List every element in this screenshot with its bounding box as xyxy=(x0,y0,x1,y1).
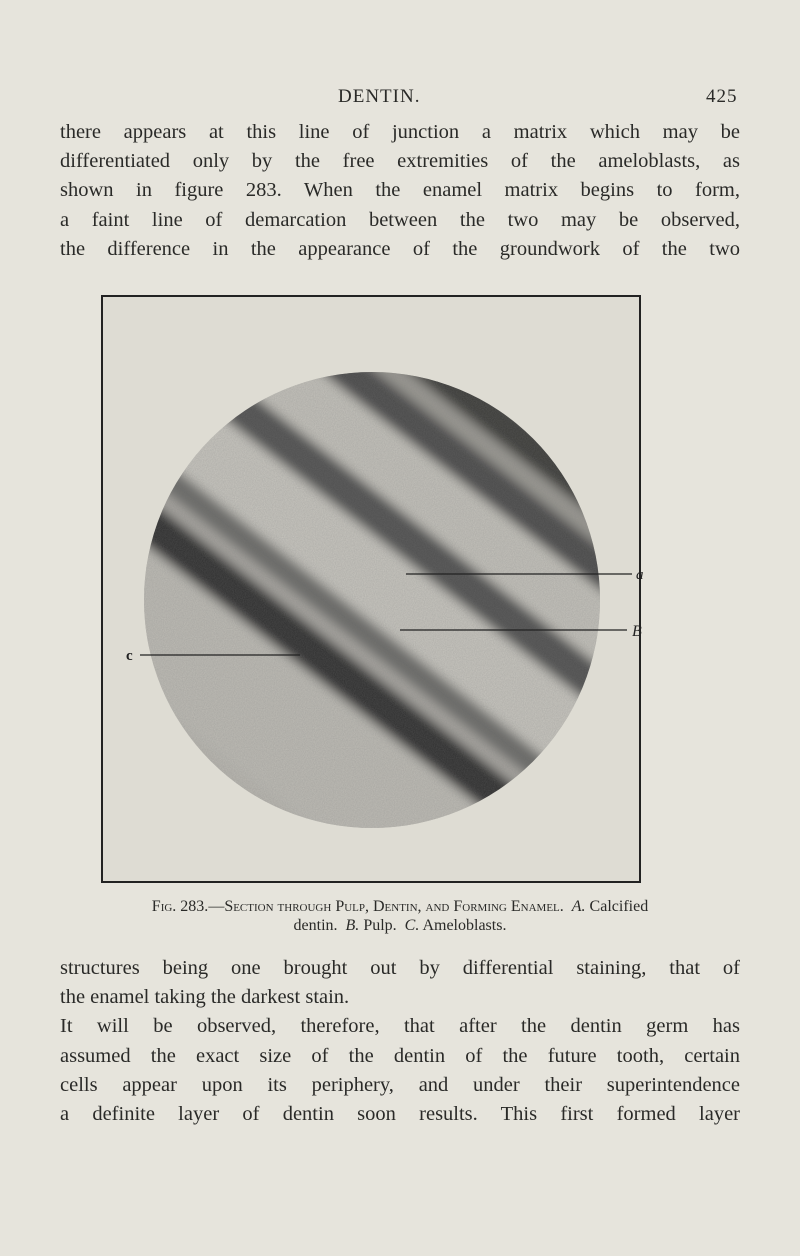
caption-key-c: C. xyxy=(404,917,420,934)
text-line: cells appear upon its periphery, and under their superintendence xyxy=(60,1073,740,1096)
caption-key-b: B. xyxy=(345,917,360,934)
text-line: a faint line of demarcation between the two may be observed, xyxy=(60,208,740,231)
label-c: c xyxy=(126,648,133,664)
page-number: 425 xyxy=(706,86,738,107)
label-b: B xyxy=(632,623,642,640)
caption-title: —Section through Pulp, Dentin, and Forming Enamel. xyxy=(208,898,564,915)
text-line: the enamel taking the darkest stain. xyxy=(60,986,350,1009)
caption-text-a: Calcified xyxy=(589,898,649,915)
text-line: a definite layer of dentin soon results. This first formed layer xyxy=(60,1103,740,1126)
paragraph-bottom xyxy=(60,954,740,1129)
label-a: a xyxy=(636,567,644,583)
paragraph-top xyxy=(60,118,740,264)
text-line: It will be observed, therefore, that after the dentin germ has xyxy=(60,1015,740,1038)
text-line: shown in figure 283. When the enamel matrix begins to form, xyxy=(60,179,740,202)
caption-text-c: Ameloblasts. xyxy=(422,917,507,934)
caption-key-a: A. xyxy=(571,898,586,915)
text-line: there appears at this line of junction a matrix which may be xyxy=(60,121,740,143)
text-line: the difference in the appearance of the groundwork of the two xyxy=(60,237,740,260)
micrograph-figure xyxy=(100,294,645,886)
caption-text-b: Pulp. xyxy=(363,917,397,934)
caption-text-a2: dentin. xyxy=(293,917,338,934)
text-line: structures being one brought out by differential staining, that of xyxy=(60,957,740,979)
running-header: DENTIN. xyxy=(338,86,421,107)
text-line: differentiated only by the free extremities of the ameloblasts, as xyxy=(60,150,740,173)
caption-fig-number: Fig. 283. xyxy=(151,898,209,915)
figure-caption xyxy=(95,897,705,935)
text-line: assumed the exact size of the dentin of the future tooth, certain xyxy=(60,1044,740,1067)
